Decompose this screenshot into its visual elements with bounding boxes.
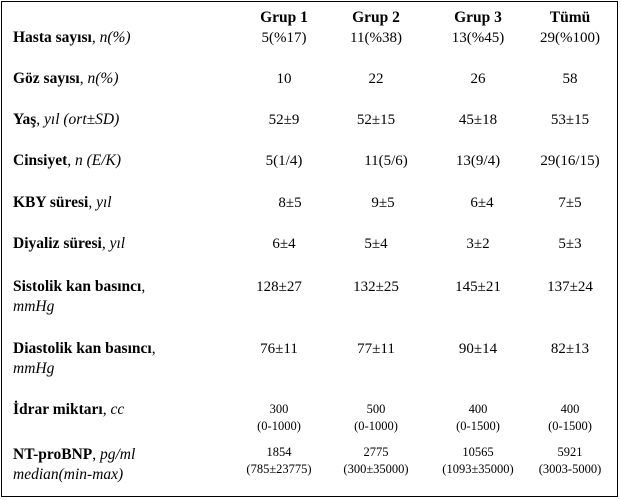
table-cell: 26 — [470, 71, 486, 87]
table-cell: 10 — [276, 71, 292, 87]
row-label-goz-sayisi: Göz sayısı, n(%) — [13, 70, 119, 87]
table-cell: 5(%17) — [261, 30, 307, 46]
row-label-yas: Yaş, yıl (ort±SD) — [13, 111, 120, 128]
table-cell: 22 — [368, 71, 384, 87]
column-header-grup-2: Grup 2 — [352, 9, 400, 26]
row-label-diastolik-kan-basinci: Diastolik kan basıncı, mmHg — [13, 340, 156, 377]
table-cell: 58 — [562, 71, 578, 87]
table-cell: 500 (0-1000) — [354, 402, 398, 433]
row-label-kby-suresi: KBY süresi, yıl — [13, 194, 112, 211]
column-header-grup-1: Grup 1 — [260, 9, 308, 26]
column-header-tumu: Tümü — [549, 9, 591, 26]
table-cell: 2775 (300±35000) — [343, 445, 409, 476]
table-cell: 13(%45) — [451, 30, 505, 46]
table-cell: 10565 (1093±35000) — [442, 445, 514, 476]
table-cell: 1854 (785±23775) — [246, 445, 312, 476]
row-label-cinsiyet: Cinsiyet, n (E/K) — [13, 152, 122, 169]
table-cell: 53±15 — [550, 112, 590, 128]
table-cell: 52±9 — [268, 112, 300, 128]
table-cell: 82±13 — [550, 341, 590, 357]
row-label-hasta-sayisi: Hasta sayısı, n(%) — [13, 29, 131, 46]
table-cell: 29(%100) — [540, 30, 600, 46]
table-cell: 5921 (3003-5000) — [538, 445, 602, 476]
table-cell: 13(9/4) — [455, 153, 501, 169]
table-cell: 11(5/6) — [364, 153, 408, 169]
table-cell: 45±18 — [458, 112, 498, 128]
table-cell: 77±11 — [357, 341, 395, 357]
table-cell: 400 (0-1500) — [548, 402, 592, 433]
table-cell: 5(1/4) — [265, 153, 303, 169]
table-cell: 400 (0-1500) — [456, 402, 500, 433]
table-cell: 3±2 — [466, 236, 490, 252]
table-cell: 7±5 — [558, 195, 582, 211]
table-cell: 8±5 — [278, 195, 302, 211]
table-cell: 132±25 — [353, 279, 399, 295]
table-cell: 6±4 — [272, 236, 296, 252]
row-label-nt-probnp: NT-proBNP, pg/ml median(min-max) — [13, 446, 136, 483]
table-cell: 11(%38) — [350, 30, 402, 46]
table-cell: 145±21 — [455, 279, 501, 295]
table-cell: 137±24 — [547, 279, 593, 295]
table-cell: 300 (0-1000) — [257, 402, 301, 433]
column-header-grup-3: Grup 3 — [454, 9, 502, 26]
table-cell: 76±11 — [260, 341, 298, 357]
row-label-sistolik-kan-basinci: Sistolik kan basıncı, mmHg — [13, 278, 146, 315]
table-cell: 5±4 — [364, 236, 388, 252]
data-table — [1, 1, 618, 497]
table-cell: 52±15 — [356, 112, 396, 128]
row-label-idrar-miktari: İdrar miktarı, cc — [13, 401, 125, 418]
row-label-diyaliz-suresi: Diyaliz süresi, yıl — [13, 235, 126, 252]
table-cell: 90±14 — [458, 341, 498, 357]
table-cell: 29(16/15) — [540, 153, 600, 169]
table-cell: 9±5 — [371, 195, 395, 211]
table-cell: 5±3 — [558, 236, 582, 252]
table-cell: 6±4 — [470, 195, 494, 211]
table-cell: 128±27 — [256, 279, 302, 295]
